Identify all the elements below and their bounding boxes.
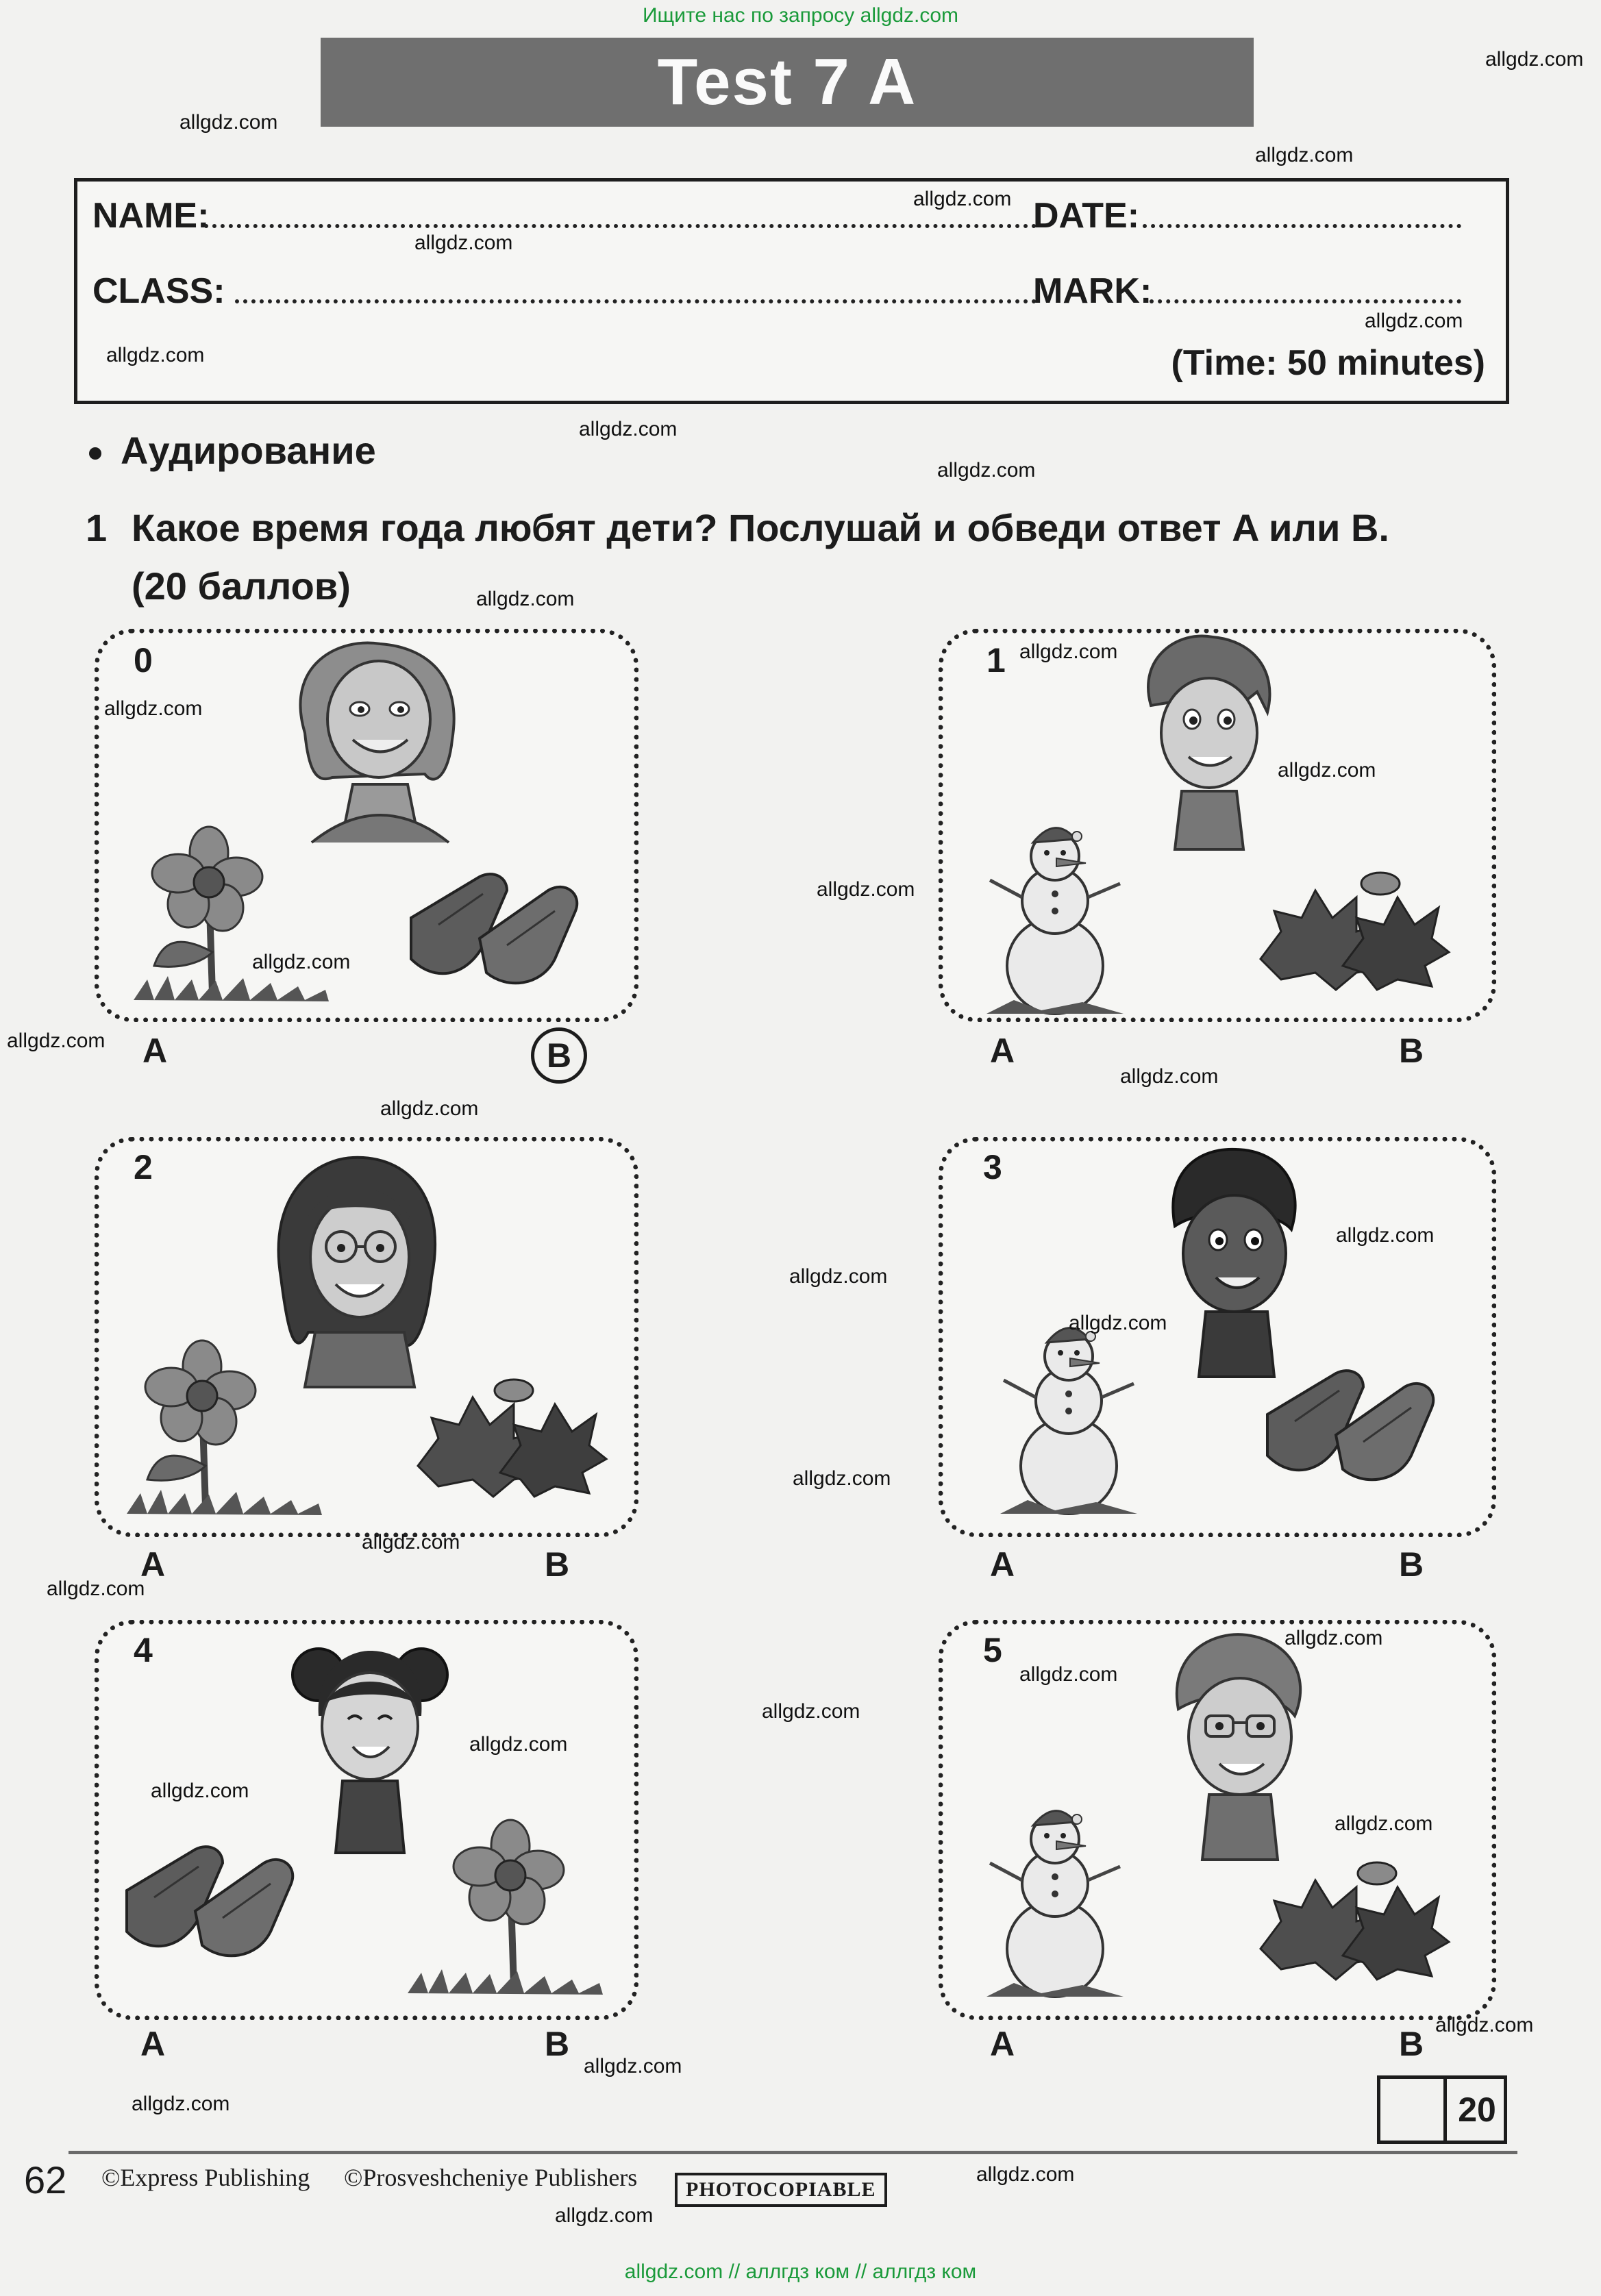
panel-number: 2 — [134, 1148, 153, 1186]
class-label: CLASS: — [92, 271, 225, 311]
watermark: allgdz.com — [584, 2055, 682, 2077]
watermark: allgdz.com — [1120, 1065, 1219, 1088]
watermark: allgdz.com — [1336, 1224, 1435, 1247]
watermark: allgdz.com — [937, 459, 1036, 482]
score-max: 20 — [1458, 2091, 1496, 2129]
snowman-icon — [973, 825, 1137, 1017]
option-a-label[interactable]: A — [140, 2025, 166, 2063]
publisher-2: ©Prosveshcheniye Publishers — [344, 2164, 638, 2191]
snowman-icon — [986, 1325, 1151, 1517]
watermark: allgdz.com — [151, 1780, 249, 1802]
watermark: allgdz.com — [762, 1700, 860, 1723]
autumn-leaves-icon — [411, 1377, 610, 1500]
watermark: allgdz.com — [104, 697, 203, 720]
flower-icon — [408, 1815, 606, 2000]
watermark: allgdz.com — [106, 344, 205, 366]
watermark: allgdz.com — [179, 111, 278, 134]
child-boy-icon — [1124, 630, 1288, 849]
watermark: allgdz.com — [789, 1265, 888, 1288]
header-link[interactable]: Ищите нас по запросу allgdz.com — [642, 4, 959, 27]
flippers-icon — [1254, 1360, 1445, 1483]
child-boy-with-glasses-icon — [1151, 1627, 1322, 1860]
section-heading — [89, 428, 376, 473]
watermark: allgdz.com — [414, 232, 513, 254]
option-b-label[interactable]: B — [545, 2025, 570, 2063]
footer-rule — [69, 2151, 1517, 2154]
watermark: allgdz.com — [7, 1030, 106, 1052]
watermark: allgdz.com — [469, 1733, 568, 1756]
option-a-label[interactable]: A — [990, 1545, 1015, 1584]
watermark: allgdz.com — [913, 188, 1012, 210]
publisher-1: ©Express Publishing — [101, 2164, 310, 2191]
date-label: DATE: — [1033, 196, 1140, 236]
panel-number: 3 — [983, 1148, 1002, 1186]
page-number: 62 — [24, 2158, 67, 2201]
watermark: allgdz.com — [1255, 144, 1354, 166]
photocopiable-badge: PHOTOCOPIABLE — [675, 2173, 887, 2207]
watermark: allgdz.com — [1485, 48, 1584, 71]
section-title: Аудирование — [121, 429, 376, 472]
flippers-icon — [113, 1836, 305, 1973]
watermark: allgdz.com — [817, 878, 915, 901]
bullet-icon — [89, 447, 101, 460]
option-a-label[interactable]: A — [990, 2025, 1015, 2063]
class-field[interactable] — [235, 299, 1037, 303]
flower-icon — [134, 822, 332, 1007]
footer-link[interactable]: allgdz.com // аллгдз ком // аллгдз ком — [624, 2260, 977, 2283]
watermark: allgdz.com — [1335, 1812, 1433, 1835]
watermark: allgdz.com — [1069, 1312, 1167, 1334]
score-divider — [1443, 2079, 1447, 2141]
watermark: allgdz.com — [1365, 310, 1463, 332]
watermark: allgdz.com — [555, 2204, 654, 2227]
panel-number: 4 — [134, 1631, 153, 1669]
name-label: NAME: — [92, 196, 210, 236]
option-b-circled[interactable]: B — [531, 1027, 587, 1084]
score-box[interactable] — [1377, 2075, 1507, 2144]
mark-label: MARK: — [1033, 271, 1152, 311]
flippers-icon — [397, 863, 589, 986]
watermark: allgdz.com — [252, 951, 351, 973]
option-a-label[interactable]: A — [140, 1545, 166, 1584]
watermark: allgdz.com — [793, 1467, 891, 1490]
watermark: allgdz.com — [1019, 1663, 1118, 1686]
time-limit: (Time: 50 minutes) — [1171, 343, 1485, 383]
panel-number: 0 — [134, 641, 153, 679]
watermark: allgdz.com — [1278, 759, 1376, 782]
watermark: allgdz.com — [380, 1097, 479, 1120]
task-instruction: Какое время года любят дети? Послушай и обведи ответ A или B. — [132, 506, 1389, 549]
option-a-label[interactable]: A — [990, 1032, 1015, 1070]
option-b-label[interactable]: B — [1399, 1032, 1424, 1070]
autumn-leaves-icon — [1254, 1860, 1452, 1983]
watermark: allgdz.com — [476, 588, 575, 610]
option-b-label[interactable]: B — [545, 1545, 570, 1584]
task-number: 1 — [86, 506, 108, 549]
panel-number: 5 — [983, 1631, 1002, 1669]
watermark: allgdz.com — [1435, 2014, 1534, 2036]
option-a-label[interactable]: A — [142, 1032, 168, 1070]
option-b-label[interactable]: B — [1399, 1545, 1424, 1584]
name-field[interactable] — [204, 224, 1037, 228]
watermark: allgdz.com — [1284, 1627, 1383, 1649]
watermark: allgdz.com — [976, 2163, 1075, 2186]
watermark: allgdz.com — [47, 1577, 145, 1600]
option-b-label[interactable]: B — [1399, 2025, 1424, 2063]
flower-icon — [127, 1336, 325, 1521]
mark-field[interactable] — [1150, 299, 1461, 303]
page-title: Test 7 A — [321, 38, 1254, 127]
child-girl-curly-hair-icon — [277, 637, 476, 843]
snowman-icon — [973, 1808, 1137, 2000]
watermark: allgdz.com — [362, 1531, 460, 1553]
watermark: allgdz.com — [579, 418, 678, 440]
child-boy-dark-skin-icon — [1151, 1144, 1315, 1377]
watermark: allgdz.com — [1019, 640, 1118, 663]
watermark: allgdz.com — [132, 2093, 230, 2115]
task-points: (20 баллов) — [132, 564, 351, 608]
panel-number: 1 — [986, 641, 1006, 679]
autumn-leaves-icon — [1254, 870, 1452, 993]
date-field[interactable] — [1143, 224, 1461, 228]
student-info-box — [74, 178, 1509, 404]
